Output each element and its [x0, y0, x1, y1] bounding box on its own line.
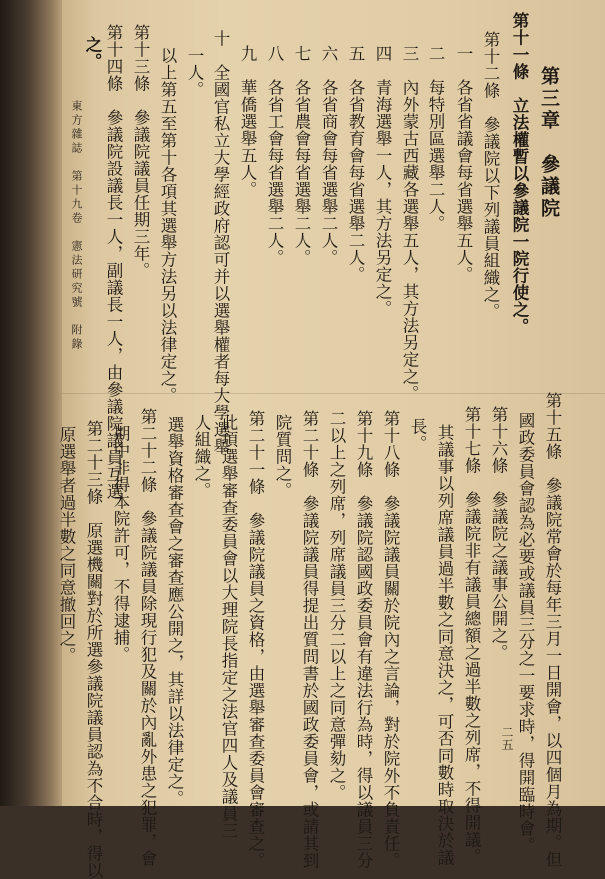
article-21-cont: 此項選舉審查委員會以大理院長指定之法官四人及議員三 — [219, 414, 238, 839]
article-18: 第十八條 參議院議員關於院內之言論，對於院外不負責任。 — [381, 410, 400, 869]
article-11: 第十一條 立法權暫以參議院一院行使之。 — [510, 12, 529, 335]
article-16: 第十六條 參議院之議事公開之。 — [489, 406, 508, 661]
article-12-item-5: 五 各省教育會每省選舉二人。 — [346, 45, 365, 283]
article-20: 第二十條 參議院議員得提出質問書於國政委員會，或請其到 — [300, 410, 319, 869]
article-21-note: 選舉資格審查會之審查應公開之，其詳以法律定之。 — [165, 416, 184, 807]
article-17-cont2: 長。 — [408, 418, 427, 452]
article-12-item-3: 三 內外蒙古西藏各選舉五人，其方法另定之。 — [400, 45, 419, 402]
article-12: 第十二條 參議院以下列議員組織之。 — [481, 31, 500, 320]
article-17-cont: 其議事以列席議員過半數之同意決之，可否同數時取決於議 — [435, 424, 454, 866]
article-13: 第十三條 參議院議員任期三年。 — [131, 24, 150, 279]
article-21: 第二十一條 參議院議員之資格，由選舉審查委員會審查之。 — [246, 410, 265, 869]
article-14-cont: 之。 — [83, 36, 102, 70]
article-12-item-8: 八 各省工會每省選舉二人。 — [265, 45, 284, 266]
article-12-item-9: 九 華僑選舉五人。 — [238, 45, 257, 198]
article-15-cont: 國政委員會認為必要或議員三分之一要求時，得開臨時會。 — [516, 412, 535, 854]
running-header: 東方雜誌 第十九卷 憲法研究號 附錄 — [70, 100, 83, 352]
article-12-item-4: 四 青海選舉一人，其方法另定之。 — [373, 45, 392, 317]
article-15: 第十五條 參議院常會於每年三月一日開會，以四個月為期。但 — [543, 392, 562, 868]
page-fold-line — [62, 393, 605, 394]
article-14: 第十四條 參議院設議長一人，副議長一人，由參議院議員互選 — [104, 24, 123, 500]
page-number: 二五 — [500, 726, 514, 751]
article-22: 第二十二條 參議院議員除現行犯及關於內亂外患之犯罪，會 — [138, 408, 157, 867]
article-12-item-10-cont: 一人。 — [185, 47, 204, 98]
article-22-cont: 期中非得本院許可，不得逮捕。 — [111, 425, 130, 663]
article-19: 第十九條 參議院認國政委員會有違法行為時，得以議員三分 — [354, 410, 373, 869]
article-21-cont2: 人組織之。 — [192, 414, 211, 499]
article-20-cont: 院質問之。 — [273, 414, 292, 499]
article-12-item-7: 七 各省農會每省選舉二人。 — [292, 45, 311, 266]
article-12-item-2: 二 每特別區選舉二人。 — [426, 45, 445, 232]
article-19-cont: 二以上之列席，列席議員三分二以上之同意彈劾之。 — [327, 410, 346, 801]
article-12-item-1: 一 各省省議會每省選舉五人。 — [454, 45, 473, 283]
book-spine-shadow — [0, 0, 62, 806]
article-12-item-6: 六 各省商會每省選舉二人。 — [319, 45, 338, 266]
article-17: 第十七條 參議院非有議員總額之過半數之列席，不得開議。 — [462, 406, 481, 865]
article-23-cont: 原選舉者過半數之同意撤回之。 — [57, 426, 76, 664]
article-12-note: 以上第五至第十各項其選舉方法另以法律定之。 — [158, 47, 177, 404]
article-12-item-10: 十 全國官私立大學經政府認可并以選舉權者每大學選舉 — [211, 30, 230, 455]
chapter-title: 第三章 參議院 — [538, 66, 560, 220]
article-23: 第二十三條 原選機關對於所選參議院議員認為不合時，得以 — [84, 420, 103, 879]
